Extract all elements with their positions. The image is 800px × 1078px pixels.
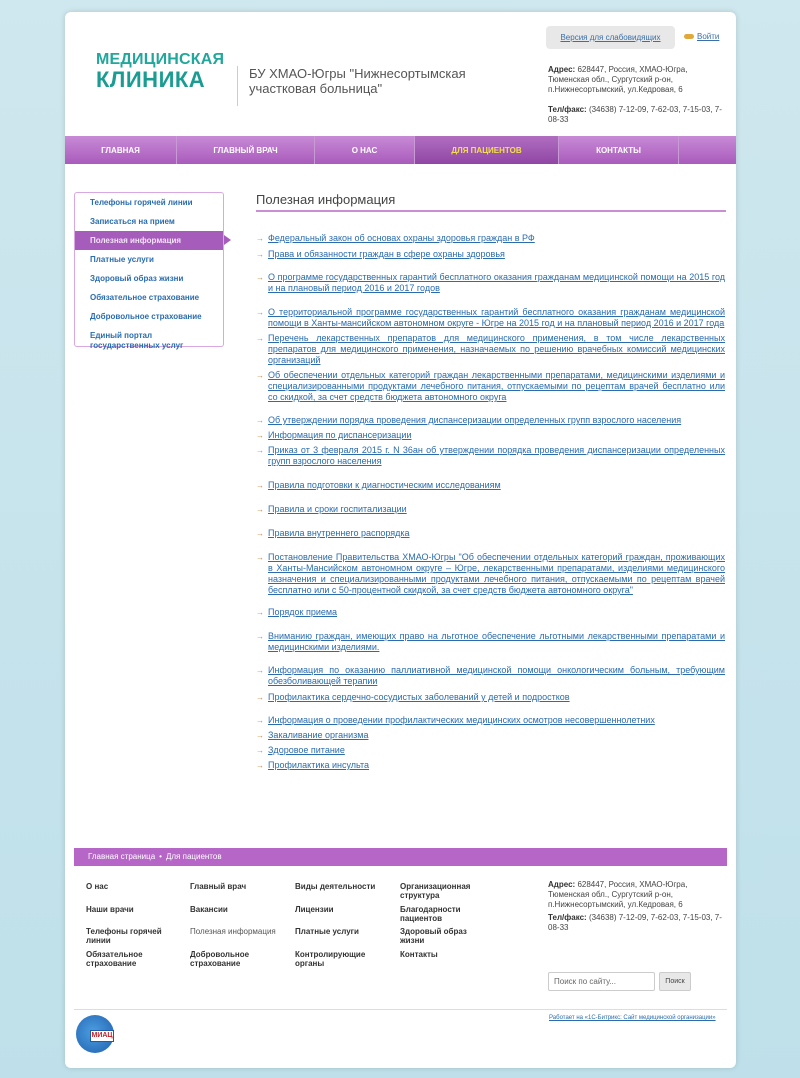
arrow-icon: → (256, 371, 264, 380)
footer-link-activities[interactable]: Виды деятельности (295, 882, 376, 891)
arrow-icon: → (256, 666, 264, 675)
list-item (256, 631, 725, 653)
miac-logo-text: МИАЦ (90, 1030, 114, 1042)
arrow-icon: → (256, 716, 264, 725)
info-link[interactable]: О территориальной программе государственных гарантий бесплатного оказания гражданам медицинской помощи в Ханты-мансийском автономном округе - Югре на 2015 год и на плановый период 2016 и 2017 года (268, 307, 725, 328)
arrow-icon: → (256, 505, 264, 514)
sidebar-item-mandatory-insurance[interactable]: Обязательное страхование (90, 293, 200, 302)
arrow-icon: → (256, 761, 264, 770)
list-item (256, 415, 725, 426)
list-item (256, 333, 725, 366)
footer-link-paid-services[interactable]: Платные услуги (295, 927, 359, 936)
organization-name: БУ ХМАО-Югры "Нижнесортымская участковая больница" (237, 66, 505, 106)
list-item (256, 730, 725, 741)
footer-link-healthy-lifestyle[interactable]: Здоровый образ жизни (400, 927, 467, 945)
list-item (256, 745, 725, 756)
miac-logo[interactable] (76, 1015, 114, 1053)
footer-phone (548, 913, 728, 933)
main-nav (65, 136, 736, 164)
info-link[interactable]: Информация о проведении профилактических медицинских осмотров несовершеннолетних (268, 715, 655, 725)
arrow-icon: → (256, 273, 264, 282)
info-link[interactable]: Информация по диспансеризации (268, 430, 412, 440)
login-label: Войти (697, 32, 720, 41)
footer-link-doctors[interactable]: Наши врачи (86, 905, 134, 914)
list-item (256, 504, 725, 515)
breadcrumb-separator: • (159, 852, 162, 861)
arrow-icon: → (256, 334, 264, 343)
list-item (256, 665, 725, 687)
info-link[interactable]: Информация по оказанию паллиативной медицинской помощи онкологическим больным, требующим обезболивающей терапии (268, 665, 725, 686)
info-link[interactable]: Постановление Правительства ХМАО-Югры "Об обеспечении отдельных категорий граждан, проживающих в Ханты-Мансийском автономном округе – Югре, лекарственными препаратами, изделиями медицинского назначения и специализированными продуктами лечебного питания, отпускаемыми по рецептам врачей бесплатно или с 50-процентной скидкой, за счет средств бюджета автономного округа" (268, 552, 725, 595)
sidebar-item-gosuslugi[interactable]: Единый портал государственных услуг (90, 331, 184, 350)
site-search-input[interactable] (548, 972, 655, 991)
info-link[interactable]: Здоровое питание (268, 745, 345, 755)
list-item (256, 552, 725, 596)
info-link[interactable]: Закаливание организма (268, 730, 369, 740)
list-item (256, 607, 725, 618)
nav-item-contacts[interactable]: КОНТАКТЫ (559, 136, 679, 164)
list-item (256, 249, 725, 260)
info-link[interactable]: Об утверждении порядка проведения диспансеризации определенных групп взрослого населения (268, 415, 682, 425)
info-link[interactable]: Федеральный закон об основах охраны здоровья граждан в РФ (268, 233, 535, 243)
phone-text: (34638) 7-12-09, 7-62-03, 7-15-03, 7-08-33 (548, 105, 722, 124)
arrow-icon: → (256, 746, 264, 755)
list-item (256, 528, 725, 539)
info-link[interactable]: Об обеспечении отдельных категорий граждан лекарственными препаратами, медицинскими изделиями и специализированными продуктами лечебного питания, отпускаемыми по рецептам врачей бесплатно или со скидкой, за счет средств бюджета автономного округа (268, 370, 725, 402)
info-link[interactable]: О программе государственных гарантий бесплатного оказания гражданам медицинской помощи на 2015 год и на плановый период 2016 и 2017 годов (268, 272, 725, 293)
breadcrumb-home[interactable]: Главная страница (88, 852, 156, 861)
list-item (256, 715, 725, 726)
breadcrumb (74, 848, 727, 866)
list-item (256, 445, 725, 467)
info-link[interactable]: Правила и сроки госпитализации (268, 504, 407, 514)
header-contacts (548, 65, 728, 125)
list-item (256, 307, 725, 329)
sidebar-item-useful-info[interactable]: Полезная информация (75, 231, 223, 250)
address-label: Адрес: (548, 65, 576, 74)
arrow-icon: → (256, 446, 264, 455)
sidebar-menu (74, 192, 224, 350)
info-link[interactable]: Права и обязанности граждан в сфере охраны здоровья (268, 249, 505, 259)
list-item (256, 760, 725, 771)
bitrix-link[interactable]: Работает на «1С-Битрикс: Сайт медицинской организации» (549, 1015, 716, 1021)
info-link[interactable]: Профилактика инсульта (268, 760, 370, 770)
sidebar-item-hotline[interactable]: Телефоны горячей линии (90, 198, 193, 207)
footer-address (548, 880, 728, 910)
nav-item-chief-doctor[interactable]: ГЛАВНЫЙ ВРАЧ (177, 136, 315, 164)
footer-contacts (548, 880, 728, 933)
list-item (256, 480, 725, 491)
arrow-icon: → (256, 608, 264, 617)
login-link[interactable] (684, 32, 719, 41)
footer-link-mandatory-insurance[interactable]: Обязательное страхование (86, 950, 143, 968)
sidebar-item-healthy-lifestyle[interactable]: Здоровый образ жизни (90, 274, 184, 283)
phone-label: Тел/факс: (548, 105, 587, 114)
info-link[interactable]: Перечень лекарственных препаратов для медицинского применения, в том числе лекарственных препаратов для медицинского применения, назначаемых по решению врачебных комиссий медицинских организаций (268, 333, 725, 365)
footer-link-about[interactable]: О нас (86, 882, 109, 891)
footer-link-contacts[interactable]: Контакты (400, 950, 438, 959)
header-address (548, 65, 728, 95)
list-item (256, 692, 725, 703)
arrow-icon: → (256, 731, 264, 740)
arrow-icon: → (256, 481, 264, 490)
arrow-icon: → (256, 431, 264, 440)
footer-link-useful-info[interactable]: Полезная информация (190, 927, 276, 936)
list-item (256, 370, 725, 403)
footer-address-label: Адрес: (548, 880, 576, 889)
arrow-icon: → (256, 529, 264, 538)
nav-item-home[interactable]: ГЛАВНАЯ (65, 136, 177, 164)
arrow-icon: → (256, 234, 264, 243)
key-icon (684, 34, 694, 39)
accessible-version-button[interactable]: Версия для слабовидящих (546, 26, 675, 49)
footer-phone-label: Тел/факс: (548, 913, 587, 922)
footer-link-voluntary-insurance[interactable]: Добровольное страхование (190, 950, 250, 968)
arrow-icon: → (256, 250, 264, 259)
footer-address-text: 628447, Россия, ХМАО-Югра, Тюменская обл., Сургутский р-он, п.Нижнесортымский, ул.Кедровая, 6 (548, 880, 688, 909)
footer-divider (74, 1009, 727, 1010)
search-button[interactable]: Поиск (659, 972, 691, 991)
sidebar-item-paid-services[interactable]: Платные услуги (90, 255, 154, 264)
nav-item-about[interactable]: О НАС (315, 136, 415, 164)
list-item (256, 430, 725, 441)
info-link[interactable]: Правила подготовки к диагностическим исследованиям (268, 480, 501, 490)
logo-line1: МЕДИЦИНСКАЯ (96, 51, 225, 68)
footer-link-hotline[interactable]: Телефоны горячей линии (86, 927, 162, 945)
footer-link-supervisory-bodies[interactable]: Контролирующие органы (295, 950, 366, 968)
info-link[interactable]: Правила внутреннего распорядка (268, 528, 410, 538)
footer-link-chief-doctor[interactable]: Главный врач (190, 882, 247, 891)
header-phone (548, 105, 728, 125)
arrow-icon: → (256, 693, 264, 702)
breadcrumb-current: Для пациентов (165, 852, 222, 861)
arrow-icon: → (256, 308, 264, 317)
useful-links-list (256, 232, 725, 771)
footer-link-gratitude[interactable]: Благодарности пациентов (400, 905, 461, 923)
footer-link-org-structure[interactable]: Организационная структура (400, 882, 471, 900)
nav-item-for-patients[interactable]: ДЛЯ ПАЦИЕНТОВ (415, 136, 559, 164)
info-link[interactable]: Вниманию граждан, имеющих право на льготное обеспечение льготными лекарственными препаратами и медицинскими изделиями. (268, 631, 725, 652)
footer-phone-text: (34638) 7-12-09, 7-62-03, 7-15-03, 7-08-33 (548, 913, 722, 932)
page-title: Полезная информация (256, 192, 726, 212)
page-container (65, 12, 736, 1068)
info-link[interactable]: Приказ от 3 февраля 2015 г. N 36ан об утверждении порядка проведения диспансеризации определенных групп взрослого населения (268, 445, 725, 466)
info-link[interactable]: Профилактика сердечно-сосудистых заболеваний у детей и подростков (268, 692, 570, 702)
arrow-icon: → (256, 553, 264, 562)
info-link[interactable]: Порядок приема (268, 607, 338, 617)
address-text: 628447, Россия, ХМАО-Югра, Тюменская обл., Сургутский р-он, п.Нижнесортымский, ул.Кедровая, 6 (548, 65, 688, 94)
clinic-logo[interactable] (96, 52, 224, 91)
sidebar-item-voluntary-insurance[interactable]: Добровольное страхование (90, 312, 202, 321)
footer-link-vacancies[interactable]: Вакансии (190, 905, 228, 914)
arrow-icon: → (256, 416, 264, 425)
logo-line2: КЛИНИКА (96, 67, 206, 92)
list-item (256, 233, 725, 244)
list-item (256, 272, 725, 294)
sidebar-item-appointment[interactable]: Записаться на прием (90, 217, 175, 226)
arrow-icon: → (256, 632, 264, 641)
footer-link-licenses[interactable]: Лицензии (295, 905, 334, 914)
